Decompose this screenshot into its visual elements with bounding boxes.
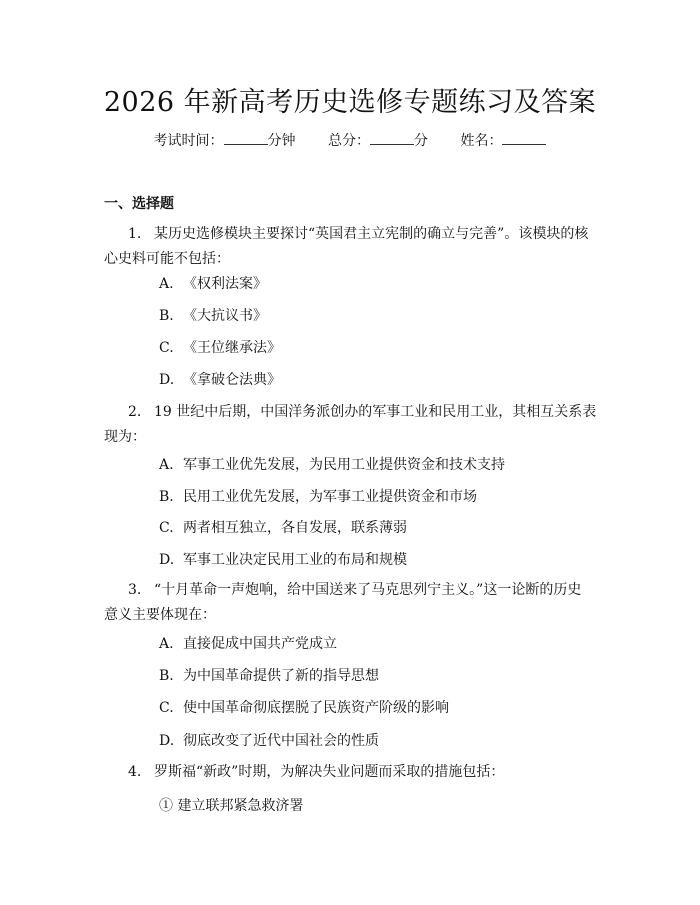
option-a	[159, 634, 337, 654]
option-text: 军事工业优先发展，为民用工业提供资金和技术支持	[183, 457, 505, 473]
question-number: 2.	[128, 404, 142, 420]
exam-time	[154, 133, 300, 149]
option-label: A.	[159, 457, 174, 473]
score-label: 总分：	[328, 133, 370, 149]
option-d	[159, 370, 281, 390]
option-text: 《权利法案》	[183, 276, 267, 292]
question-number: 1.	[128, 226, 142, 242]
option-label: C.	[159, 700, 174, 716]
option-label: D.	[159, 552, 175, 568]
option-label: D.	[159, 372, 175, 388]
statement-1	[159, 795, 303, 815]
option-label: A.	[159, 276, 174, 292]
option-label: B.	[159, 308, 174, 324]
option-text: 《王位继承法》	[183, 340, 281, 356]
option-text: 民用工业优先发展，为军事工业提供资金和市场	[183, 489, 477, 505]
option-c	[159, 338, 281, 358]
question-number: 4.	[128, 764, 142, 780]
question-2	[104, 400, 598, 450]
option-label: D.	[159, 733, 175, 749]
name-label: 姓名：	[460, 133, 503, 149]
time-unit: 分钟	[267, 133, 296, 149]
option-c	[159, 698, 449, 718]
option-text: 使中国革命彻底摆脱了民族资产阶级的影响	[183, 700, 449, 716]
option-text: 两者相互独立，各自发展，联系薄弱	[183, 520, 407, 536]
question-4	[104, 760, 598, 785]
question-text-line-1: 罗斯福“新政”时期，为解决失业问题而采取的措施包括：	[154, 764, 505, 780]
option-text: 彻底改变了近代中国社会的性质	[183, 733, 379, 749]
option-b	[159, 666, 379, 686]
option-text: 《拿破仑法典》	[183, 372, 281, 388]
option-label: A.	[159, 636, 174, 652]
option-c	[159, 518, 407, 538]
exam-meta	[0, 130, 700, 150]
question-text-line-2: 现为：	[104, 429, 146, 445]
question-3	[104, 578, 598, 628]
question-text-line-2: 意义主要体现在：	[104, 607, 216, 623]
question-number: 3.	[128, 582, 142, 598]
document-title: 2026 年新高考历史选修专题练习及答案	[103, 87, 597, 118]
option-label: C.	[159, 520, 174, 536]
option-d	[159, 731, 379, 751]
question-text-line-1: 19 世纪中后期，中国洋务派创办的军事工业和民用工业，其相互关系表	[154, 404, 597, 420]
option-d	[159, 550, 407, 570]
question-text-line-1: “十月革命一声炮响，给中国送来了马克思列宁主义。”这一论断的历史	[154, 582, 582, 598]
question-1	[104, 222, 598, 272]
time-blank	[224, 132, 268, 145]
option-a	[159, 455, 505, 475]
option-b	[159, 306, 267, 326]
total-score	[328, 133, 432, 149]
question-text-line-2: 心史料可能不包括：	[104, 251, 230, 267]
score-blank	[370, 132, 414, 145]
option-label: B.	[159, 489, 174, 505]
question-text-line-1: 某历史选修模块主要探讨“英国君主立宪制的确立与完善”。该模块的核	[154, 226, 589, 242]
option-text: 为中国革命提供了新的指导思想	[183, 668, 379, 684]
option-text: 《大抗议书》	[183, 308, 267, 324]
statement-text: 建立联邦紧急救济署	[177, 798, 304, 814]
student-name	[460, 133, 546, 149]
option-text: 直接促成中国共产党成立	[183, 636, 337, 652]
name-blank	[502, 132, 546, 145]
section-heading: 一、选择题	[104, 196, 174, 212]
option-label: B.	[159, 668, 174, 684]
statement-mark: ①	[159, 798, 173, 814]
option-text: 军事工业决定民用工业的布局和规模	[183, 552, 407, 568]
option-a	[159, 274, 267, 294]
time-label: 考试时间：	[153, 133, 224, 149]
score-unit: 分	[414, 133, 428, 149]
option-b	[159, 487, 477, 507]
option-label: C.	[159, 340, 174, 356]
